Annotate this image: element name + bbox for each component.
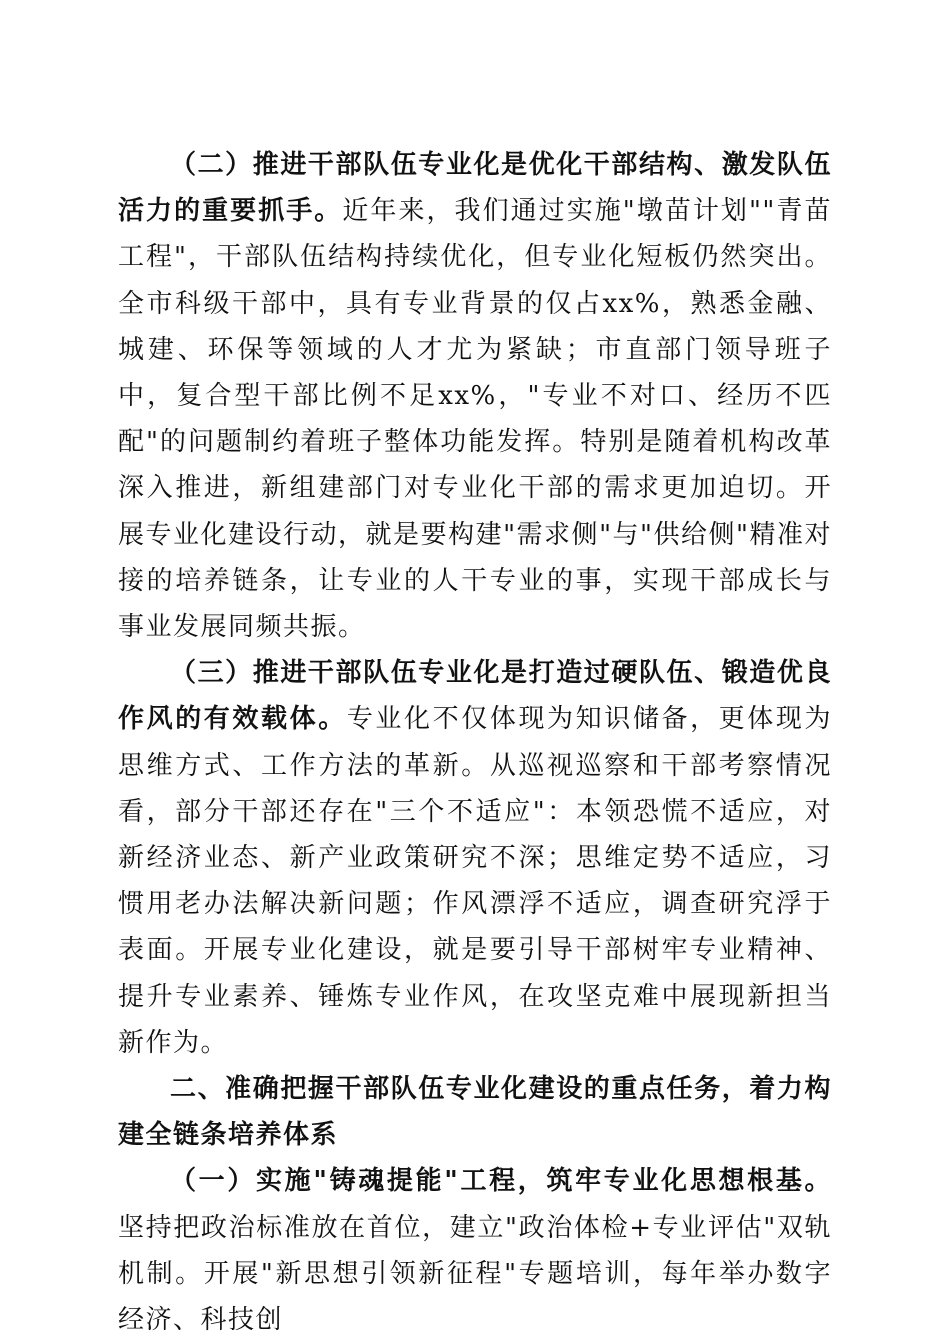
paragraph-section-2 [118, 142, 832, 650]
paragraph-lead: （一）实施"铸魂提能"工程，筑牢专业化思想根基。 [170, 1166, 832, 1197]
paragraph-subsection-1 [118, 1158, 832, 1343]
paragraph-lead: （三）推进干部队伍专业化是打造过硬队伍、锻造优良作风的有效载体。 [118, 658, 832, 735]
paragraph-body: 专业化不仅体现为知识储备，更体现为思维方式、工作方法的革新。从巡视巡察和干部考察情况看，部分干部还存在"三个不适应"：本领恐慌不适应，对新经济业态、新产业政策研究不深；思维定势不适应，习惯用老办法解决新问题；作风漂浮不适应，调查研究浮于表面。开展专业化建设，就是要引导干部树牢专业精神、提升专业素养、锤炼专业作风，在攻坚克难中展现新担当新作为。 [118, 704, 832, 1058]
paragraph-body: 坚持把政治标准放在首位，建立"政治体检+专业评估"双轨机制。开展"新思想引领新征程"专题培训，每年举办数字经济、科技创 [118, 1212, 832, 1336]
paragraph-lead: （二）推进干部队伍专业化是优化干部结构、激发队伍活力的重要抓手。 [118, 150, 832, 227]
paragraph-section-3 [118, 650, 832, 1066]
paragraph-body: 近年来，我们通过实施"墩苗计划""青苗工程"，干部队伍结构持续优化，但专业化短板仍然突出。全市科级干部中，具有专业背景的仅占xx%，熟悉金融、城建、环保等领域的人才尤为紧缺；市直部门领导班子中，复合型干部比例不足xx%，"专业不对口、经历不匹配"的问题制约着班子整体功能发挥。特别是随着机构改革深入推进，新组建部门对专业化干部的需求更加迫切。开展专业化建设行动，就是要构建"需求侧"与"供给侧"精准对接的培养链条，让专业的人干专业的事，实现干部成长与事业发展同频共振。 [118, 196, 832, 643]
section-heading: 二、准确把握干部队伍专业化建设的重点任务，着力构建全链条培养体系 [118, 1074, 832, 1151]
